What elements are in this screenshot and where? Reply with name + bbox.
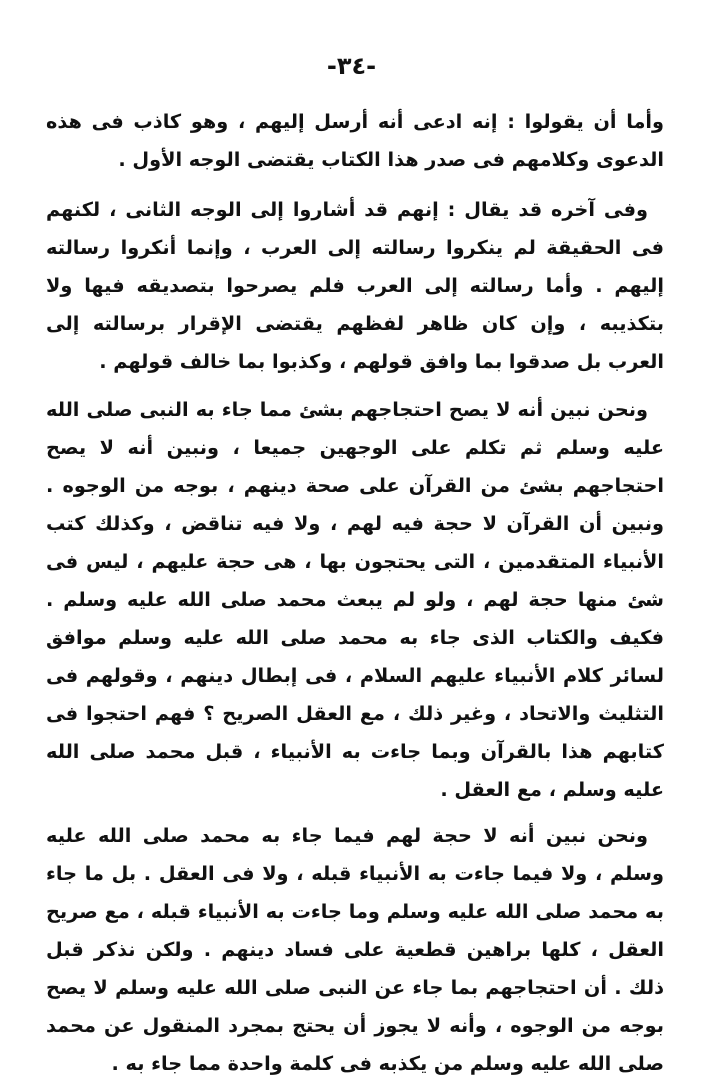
body-text (46, 103, 664, 1083)
paragraph-2: وفى آخره قد يقال : إنهم قد أشاروا إلى الوجه الثانى ، لكنهم فى الحقيقة لم ينكروا رسالته إلى العرب ، وإنما أنكروا رسالته إليهم . وأما رسالته إلى العرب فلم يصرحوا بتصديقه فيها ولا بتكذيبه ، وإن كان ظاهر لفظهم يقتضى الإقرار برسالته إلى العرب بل صدقوا بما وافق قولهم ، وكذبوا بما خالف قولهم . (46, 198, 664, 373)
paragraph-1: وأما أن يقولوا : إنه ادعى أنه أرسل إليهم ، وهو كاذب فى هذه الدعوى وكلامهم فى صدر هذا الكتاب يقتضى الوجه الأول . (46, 110, 664, 171)
paragraph-3: ونحن نبين أنه لا يصح احتجاجهم بشئ مما جاء به النبى صلى الله عليه وسلم ثم تكلم على الوجهين جميعا ، ونبين أنه لا يصح احتجاجهم بشئ من القرآن على صحة دينهم ، بوجه من الوجوه . ونبين أن القرآن لا حجة فيه لهم ، ولا فيه تناقض ، وكذلك كتب الأنبياء المتقدمين ، التى يحتجون بها ، هى حجة عليهم ، ليس فى شئ منها حجة لهم ، ولو لم يبعث محمد صلى الله عليه وسلم . فكيف والكتاب الذى جاء به محمد صلى الله عليه وسلم موافق لسائر كلام الأنبياء عليهم السلام ، فى إبطال دينهم ، وقولهم فى التثليث والاتحاد ، وغير ذلك ، مع العقل الصريح ؟ فهم احتجوا فى كتابهم هذا بالقرآن وبما جاءت به الأنبياء ، قبل محمد صلى الله عليه وسلم ، مع العقل . (46, 398, 664, 801)
paragraph-4: ونحن نبين أنه لا حجة لهم فيما جاء به محمد صلى الله عليه وسلم ، ولا فيما جاءت به الأنبياء قبله ، ولا فى العقل . بل ما جاء به محمد صلى الله عليه وسلم وما جاءت به الأنبياء قبله ، مع صريح العقل ، كلها براهين قطعية على فساد دينهم . ولكن نذكر قبل ذلك . أن احتجاجهم بما جاء عن النبى صلى الله عليه وسلم لا يصح بوجه من الوجوه ، وأنه لا يجوز أن يحتج بمجرد المنقول عن محمد صلى الله عليه وسلم من يكذبه فى كلمة واحدة مما جاء به . (46, 824, 664, 1075)
page-number: -٣٤- (326, 52, 377, 80)
